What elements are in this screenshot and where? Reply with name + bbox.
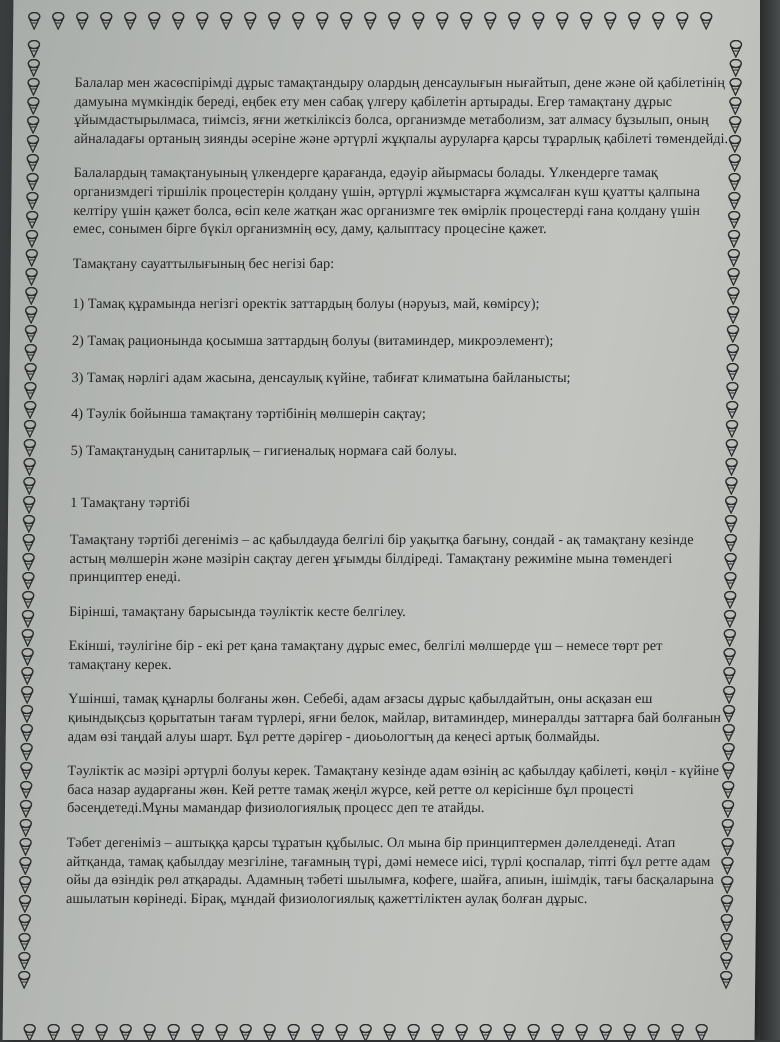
ice-cream-cone-icon: [143, 1024, 157, 1042]
ice-cream-cone-icon: [527, 1024, 541, 1042]
ice-cream-cone-icon: [479, 1024, 493, 1042]
border-bottom: [23, 1024, 709, 1042]
paragraph: Тамақтану сауаттылығының бес негізі бар:: [72, 255, 335, 272]
ice-cream-cone-icon: [25, 173, 39, 191]
ice-cream-cone-icon: [26, 97, 40, 115]
ice-cream-cone-icon: [20, 648, 34, 666]
paragraph: Балалар мен жасөспірімді дұрыс тамақтандыру олардың денсаулығын нығайтып, дене және ой қабілетінің дамуына мүмкіндік береді, еңбек ету мен сабақ үлгеру қабілетін артырады. Егер тамақтану дұрыс ұйымдастырылмаса, тиімсіз, яғни жеткіліксіз болса, организмде метаболизм, зат алмасу бұзылып, оның айналадағы ортаның зиянды әсеріне және әртүрлі жұқпалы ауруларға қарсы тұрарлық қабілеті төмендейді.: [73, 75, 729, 147]
ice-cream-cone-icon: [21, 591, 35, 609]
ice-cream-cone-icon: [459, 12, 473, 30]
ice-cream-cone-icon: [17, 933, 31, 951]
border-top: [27, 12, 713, 30]
ice-cream-cone-icon: [18, 914, 32, 932]
ice-cream-cone-icon: [599, 1024, 613, 1042]
ice-cream-cone-icon: [18, 895, 32, 913]
paragraph: Бірінші, тамақтану барысында тәуліктік кесте белгілеу.: [68, 603, 406, 620]
ice-cream-cone-icon: [21, 572, 35, 590]
ice-cream-cone-icon: [435, 12, 449, 30]
intro-section: [73, 74, 731, 273]
ice-cream-cone-icon: [647, 1024, 661, 1042]
ice-cream-cone-icon: [627, 12, 641, 30]
ice-cream-cone-icon: [23, 382, 37, 400]
ice-cream-cone-icon: [75, 12, 89, 30]
ice-cream-cone-icon: [579, 12, 593, 30]
ice-cream-cone-icon: [623, 1024, 637, 1042]
ice-cream-cone-icon: [311, 1024, 325, 1042]
ice-cream-cone-icon: [19, 781, 33, 799]
ice-cream-cone-icon: [123, 12, 137, 30]
list-item: 2) Тамақ рационында қосымша заттардың болуы (витаминдер, микроэлемент);: [71, 332, 554, 349]
ice-cream-cone-icon: [215, 1024, 229, 1042]
paragraph: Екінші, тәулігіне бір - екі рет қана тамақтану дұрыс емес, белгілі мөлшерде үш – немесе төрт рет тамақтану керек.: [68, 638, 663, 673]
ice-cream-cone-icon: [603, 12, 617, 30]
ice-cream-cone-icon: [363, 12, 377, 30]
ice-cream-cone-icon: [695, 1024, 709, 1042]
ice-cream-cone-icon: [24, 344, 38, 362]
ice-cream-cone-icon: [18, 876, 32, 894]
ice-cream-cone-icon: [335, 1024, 349, 1042]
document-body: [66, 74, 731, 924]
ice-cream-cone-icon: [24, 306, 38, 324]
ice-cream-cone-icon: [219, 12, 233, 30]
ice-cream-cone-icon: [99, 12, 113, 30]
ice-cream-cone-icon: [26, 116, 40, 134]
document-page: [3, 0, 766, 1040]
ice-cream-cone-icon: [119, 1024, 133, 1042]
ice-cream-cone-icon: [167, 1024, 181, 1042]
ice-cream-cone-icon: [21, 610, 35, 628]
ice-cream-cone-icon: [21, 629, 35, 647]
ice-cream-cone-icon: [22, 496, 36, 514]
principles-list: [71, 295, 729, 460]
ice-cream-cone-icon: [23, 420, 37, 438]
ice-cream-cone-icon: [22, 534, 36, 552]
ice-cream-cone-icon: [22, 477, 36, 495]
ice-cream-cone-icon: [21, 553, 35, 571]
list-item: 4) Тәулік бойынша тамақтану тәртібінің мөлшерін сақтау;: [71, 406, 427, 423]
ice-cream-cone-icon: [503, 1024, 517, 1042]
ice-cream-cone-icon: [24, 287, 38, 305]
ice-cream-cone-icon: [287, 1024, 301, 1042]
ice-cream-cone-icon: [20, 705, 34, 723]
ice-cream-cone-icon: [23, 363, 37, 381]
ice-cream-cone-icon: [507, 12, 521, 30]
ice-cream-cone-icon: [25, 249, 39, 267]
ice-cream-cone-icon: [315, 12, 329, 30]
ice-cream-cone-icon: [671, 1024, 685, 1042]
ice-cream-cone-icon: [147, 12, 161, 30]
ice-cream-cone-icon: [26, 135, 40, 153]
ice-cream-cone-icon: [27, 12, 41, 30]
ice-cream-cone-icon: [20, 667, 34, 685]
ice-cream-cone-icon: [387, 12, 401, 30]
paragraph: Үшінші, тамақ құнарлы болғаны жөн. Себебі, адам ағзасы дұрыс қабылдайтын, оны асқазан еш қиындықсыз қорытатын тағам түрлері, яғни белок, майлар, витаминдер, минералды заттарға бай болғанын адам өзі таңдай алуы шарт. Бұл ретте дәрігер - диоьологтың да кеңесі артық болмайды.: [67, 691, 721, 745]
ice-cream-cone-icon: [263, 1024, 277, 1042]
ice-cream-cone-icon: [339, 12, 353, 30]
ice-cream-cone-icon: [22, 458, 36, 476]
ice-cream-cone-icon: [531, 12, 545, 30]
ice-cream-cone-icon: [651, 12, 665, 30]
ice-cream-cone-icon: [18, 857, 32, 875]
paragraph: Тамақтану тәртібі дегеніміз – ас қабылдауда белгілі бір уақытқа бағыну, сондай - ақ тамақтану кезінде астың мөлшерін және мәзірін сақтау деген ұғымды білдіреді. Тамақтану режиміне мына төмендегі принциптер енеді.: [69, 531, 694, 586]
ice-cream-cone-icon: [455, 1024, 469, 1042]
ice-cream-cone-icon: [729, 59, 743, 77]
ice-cream-cone-icon: [575, 1024, 589, 1042]
ice-cream-cone-icon: [675, 12, 689, 30]
paragraph: Тәуліктік ас мәзірі әртүрлі болуы керек. Тамақтану кезінде адам өзінің ас қабылдау қабілеті, көңіл - күйіне баса назар аударғаны жөн. Кей ретте тамақ жеңіл жүрсе, кей ретте ол керісінше бұл процесті бәсеңдетеді.Мұны мамандар физиологиялық процесс деп те атайды.: [66, 763, 720, 817]
ice-cream-cone-icon: [483, 12, 497, 30]
section-body: [66, 531, 726, 909]
ice-cream-cone-icon: [239, 1024, 253, 1042]
ice-cream-cone-icon: [20, 686, 34, 704]
ice-cream-cone-icon: [407, 1024, 421, 1042]
ice-cream-cone-icon: [191, 1024, 205, 1042]
ice-cream-cone-icon: [23, 1024, 37, 1042]
ice-cream-cone-icon: [411, 12, 425, 30]
ice-cream-cone-icon: [19, 819, 33, 837]
ice-cream-cone-icon: [267, 12, 281, 30]
ice-cream-cone-icon: [27, 59, 41, 77]
ice-cream-cone-icon: [25, 192, 39, 210]
ice-cream-cone-icon: [26, 154, 40, 172]
section-heading: 1 Тамақтану тәртібі: [70, 495, 191, 512]
ice-cream-cone-icon: [24, 268, 38, 286]
ice-cream-cone-icon: [24, 325, 38, 343]
ice-cream-cone-icon: [47, 1024, 61, 1042]
ice-cream-cone-icon: [22, 515, 36, 533]
ice-cream-cone-icon: [551, 1024, 565, 1042]
ice-cream-cone-icon: [18, 838, 32, 856]
background-edge: [760, 0, 780, 1040]
ice-cream-cone-icon: [26, 78, 40, 96]
ice-cream-cone-icon: [719, 971, 733, 989]
ice-cream-cone-icon: [17, 952, 31, 970]
ice-cream-cone-icon: [51, 12, 65, 30]
ice-cream-cone-icon: [71, 1024, 85, 1042]
ice-cream-cone-icon: [19, 762, 33, 780]
ice-cream-cone-icon: [555, 12, 569, 30]
ice-cream-cone-icon: [25, 211, 39, 229]
ice-cream-cone-icon: [431, 1024, 445, 1042]
paragraph: Тәбет дегеніміз – аштыққа қарсы тұратын құбылыс. Ол мына бір принциптермен дәлелденеді. Атап айтқанда, тамақ қабылдау мезгіліне, тағамның түрі, дәмі немесе иісі, түрлі қоспалар, тіпті бұл ретте адам ойы да өзіндік рөл атқарады. Адамның тәбеті шылымға, кофеге, шайға, апиын, ішімдік, тағы басқаларына ашылатын көрінеді. Бірақ, мұндай физиологиялық қажеттіліктен аулақ болған дұрыс.: [65, 835, 714, 907]
ice-cream-cone-icon: [719, 952, 733, 970]
ice-cream-cone-icon: [19, 743, 33, 761]
ice-cream-cone-icon: [95, 1024, 109, 1042]
ice-cream-cone-icon: [719, 933, 733, 951]
ice-cream-cone-icon: [171, 12, 185, 30]
ice-cream-cone-icon: [25, 230, 39, 248]
ice-cream-cone-icon: [359, 1024, 373, 1042]
ice-cream-cone-icon: [23, 439, 37, 457]
list-item: 5) Тамақтанудың санитарлық – гигиеналық нормаға сай болуы.: [70, 442, 458, 459]
ice-cream-cone-icon: [23, 401, 37, 419]
list-item: 1) Тамақ құрамында негізгі оректік заттардың болуы (нәруыз, май, көмірсу);: [72, 296, 540, 313]
ice-cream-cone-icon: [195, 12, 209, 30]
ice-cream-cone-icon: [243, 12, 257, 30]
list-item: 3) Тамақ нәрлігі адам жасына, денсаулық күйіне, табиғат климатына байланысты;: [71, 369, 571, 386]
ice-cream-cone-icon: [699, 12, 713, 30]
border-left: [17, 40, 41, 989]
ice-cream-cone-icon: [383, 1024, 397, 1042]
ice-cream-cone-icon: [729, 40, 743, 58]
ice-cream-cone-icon: [19, 800, 33, 818]
ice-cream-cone-icon: [20, 724, 34, 742]
ice-cream-cone-icon: [291, 12, 305, 30]
ice-cream-cone-icon: [17, 971, 31, 989]
paragraph: Балалардың тамақтануының үлкендерге қарағанда, едәуір айырмасы болады. Үлкендерге тамақ организмдегі тіршілік процестерін қолдану үшін, әртүрлі жұмыстарға жұмсалған күш қуатты қалпына келтіру үшін қажет болса, өсіп келе жатқан жас организмге тек өмірлік процестерді ғана қолдану үшін емес, сонымен бірге бүкіл организмнің өсу, даму, қалыптасу процесіне қажет.: [72, 165, 701, 238]
ice-cream-cone-icon: [27, 40, 41, 58]
